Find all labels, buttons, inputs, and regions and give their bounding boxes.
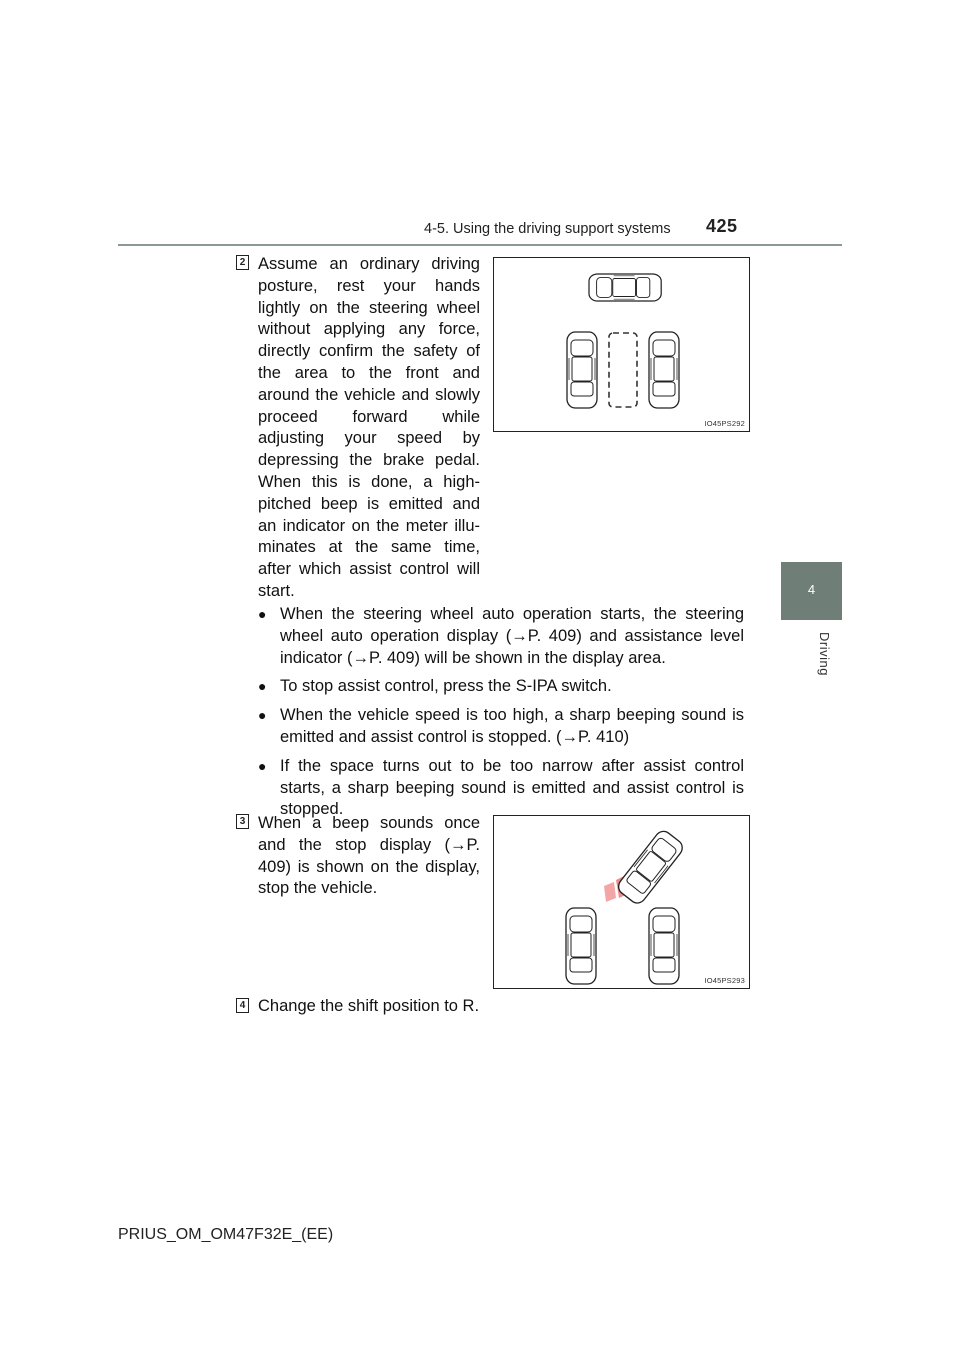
target-space-outline bbox=[609, 333, 637, 407]
parking-diagram-1 bbox=[494, 258, 749, 431]
bullet-icon: ● bbox=[258, 678, 267, 695]
step-badge-3: 3 bbox=[236, 814, 249, 829]
header-divider bbox=[118, 244, 842, 246]
list-item: ● If the space turns out to be too narrow after assist control starts, a sharp beeping sound is emitted and assist control is stopped. bbox=[258, 756, 744, 819]
chapter-tab bbox=[781, 562, 842, 620]
bullet-icon: ● bbox=[258, 757, 267, 774]
bullet-list bbox=[258, 604, 744, 828]
step-badge-4: 4 bbox=[236, 998, 249, 1013]
parked-car-right-icon bbox=[649, 908, 679, 984]
section-title: 4-5. Using the driving support systems bbox=[424, 221, 671, 237]
bullet-icon: ● bbox=[258, 707, 267, 724]
parked-car-left-icon bbox=[566, 908, 596, 984]
list-item: ● To stop assist control, press the S-IPA switch. bbox=[258, 676, 744, 698]
figure-code: IO45PS292 bbox=[704, 419, 745, 428]
chapter-number: 4 bbox=[807, 582, 816, 597]
document-code: PRIUS_OM_OM47F32E_(EE) bbox=[118, 1226, 334, 1243]
moving-car-icon bbox=[589, 274, 661, 301]
list-item: ● When the vehicle speed is too high, a sharp beeping sound is emitted and assist control is stopped. (→P. 410) bbox=[258, 706, 744, 746]
figure-parking-stop bbox=[493, 815, 750, 989]
page-number: 425 bbox=[706, 216, 738, 236]
bullet-icon: ● bbox=[258, 606, 267, 622]
figure-parking-start bbox=[493, 257, 750, 432]
step-3-text: When a beep sounds once and the stop display (→P. 409) is shown on the display, stop the vehicle. bbox=[258, 814, 480, 898]
step-4-text: Change the shift position to R. bbox=[258, 997, 480, 1015]
parked-car-left-icon bbox=[567, 332, 597, 408]
figure-code: IO45PS293 bbox=[704, 976, 745, 985]
chapter-label: Driving bbox=[817, 632, 832, 676]
step-2-text: Assume an ordinary driving posture, rest your hands lightly on the steering wheel without applying any force, directly confirm the safety of the area to the front and around the vehicle and slowly proceed forward while adjusting your speed by depressing the brake pedal. When this is done, a high-pitched beep is emitted and an indicator on the meter illu-minates at the same time, after which assist control will start. bbox=[258, 255, 480, 600]
parked-car-right-icon bbox=[649, 332, 679, 408]
moving-car-icon bbox=[615, 828, 685, 906]
parking-diagram-2 bbox=[494, 816, 749, 988]
list-item: ● When the steering wheel auto operation starts, the steering wheel auto operation display (→P. 409) and assistance level indicator (→P. 409) will be shown in the display area. bbox=[258, 605, 744, 667]
step-badge-2: 2 bbox=[236, 255, 249, 270]
